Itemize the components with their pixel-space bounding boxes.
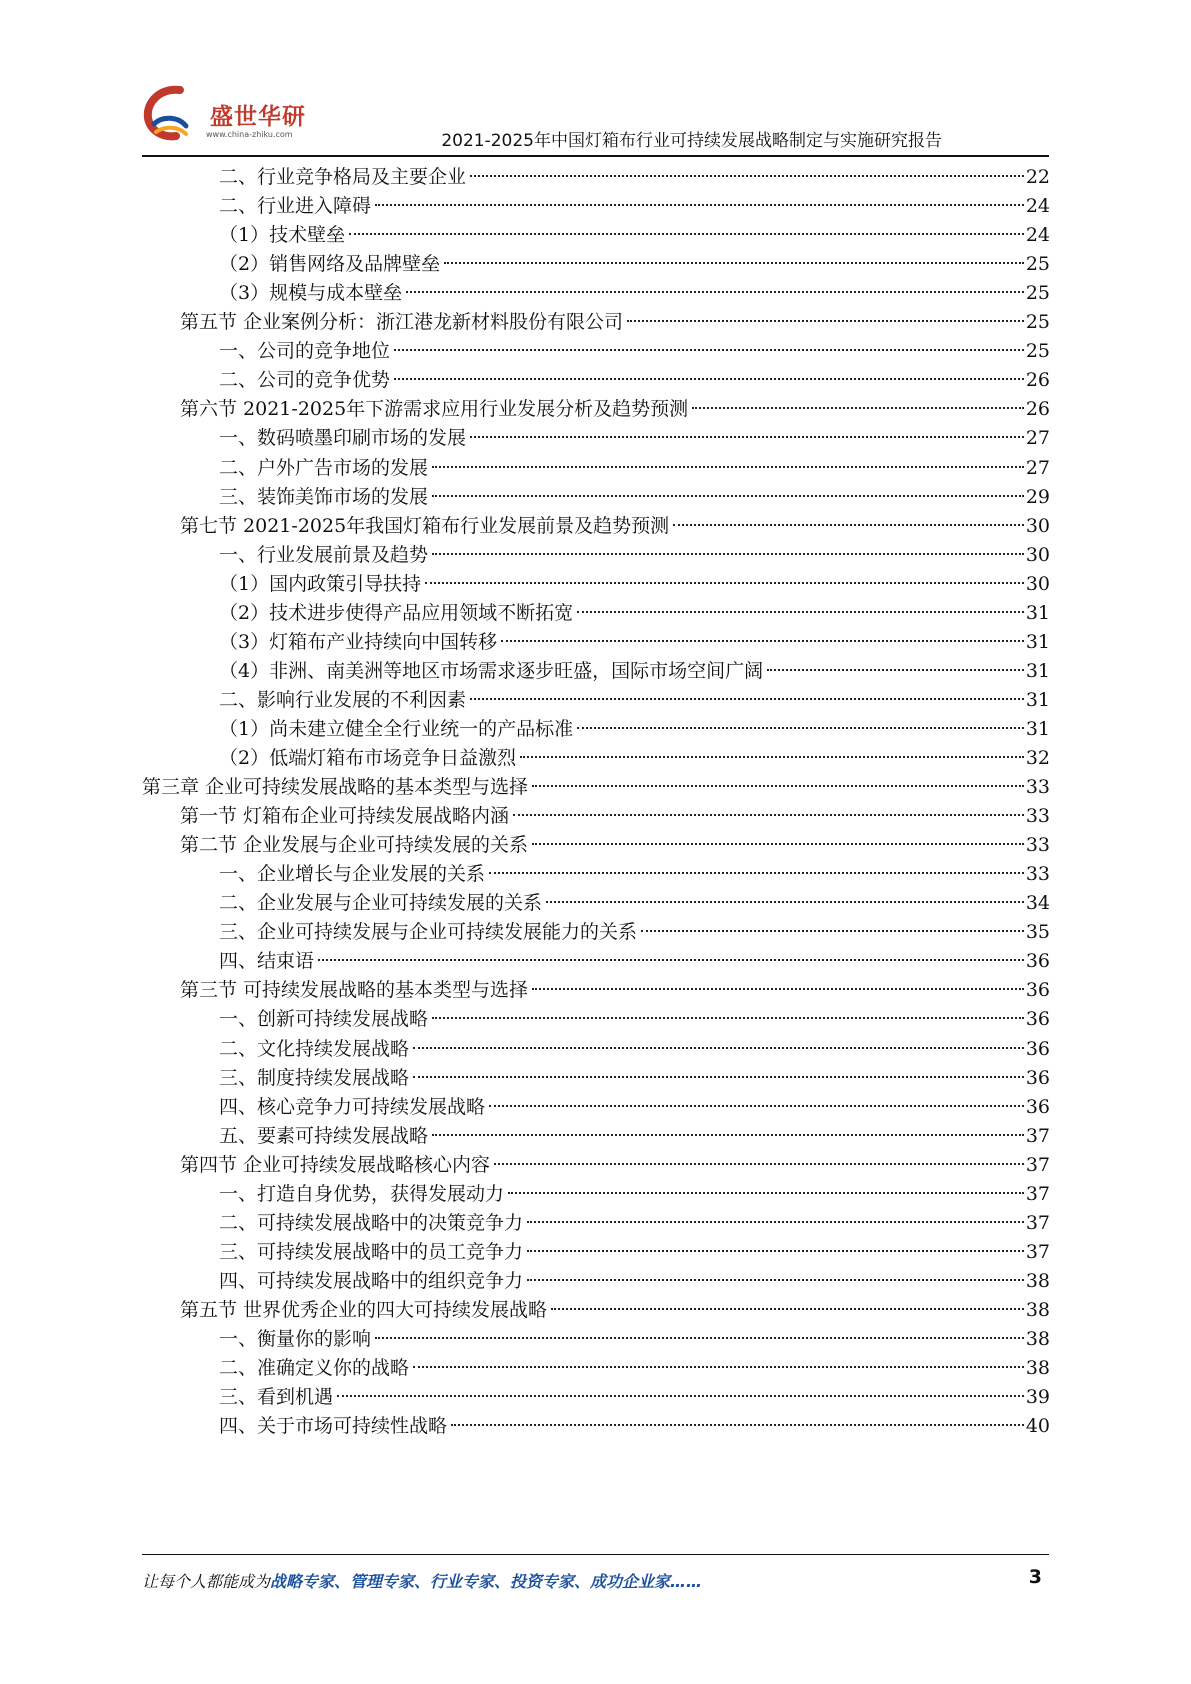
toc-entry-page: 31 (1025, 688, 1050, 711)
toc-entry[interactable] (219, 598, 1050, 629)
toc-entry[interactable] (219, 423, 1050, 454)
toc-entry-page: 33 (1025, 863, 1050, 886)
toc-entry-title: 三、可持续发展战略中的员工竞争力 (219, 1240, 524, 1263)
toc-entry[interactable] (219, 1353, 1050, 1384)
toc-entry[interactable] (219, 540, 1050, 571)
toc-entry[interactable] (219, 743, 1050, 774)
toc-entry[interactable] (219, 569, 1050, 600)
footer-slogan-highlight: 战略专家、管理专家、行业专家、投资专家、成功企业家…… (270, 1572, 703, 1591)
toc-dot-leader (432, 553, 1024, 555)
toc-entry[interactable] (219, 1208, 1050, 1239)
toc-dot-leader (577, 611, 1024, 613)
toc-entry-page: 31 (1025, 659, 1050, 682)
toc-entry[interactable] (219, 1121, 1050, 1152)
toc-dot-leader (520, 756, 1024, 758)
toc-entry-title: 四、关于市场可持续性战略 (219, 1415, 448, 1438)
toc-entry-page: 36 (1025, 1066, 1050, 1089)
toc-dot-leader (444, 262, 1024, 264)
toc-entry-page: 31 (1025, 601, 1050, 624)
toc-entry-page: 36 (1025, 1008, 1050, 1031)
toc-entry-title: 第六节 2021-2025年下游需求应用行业发展分析及趋势预测 (180, 398, 689, 421)
toc-dot-leader (641, 930, 1024, 932)
toc-entry[interactable] (180, 801, 1050, 832)
toc-entry-page: 26 (1025, 369, 1050, 392)
toc-entry-title: 第五节 企业案例分析：浙江港龙新材料股份有限公司 (180, 311, 624, 334)
toc-entry-page: 38 (1025, 1269, 1050, 1292)
toc-dot-leader (527, 1250, 1024, 1252)
toc-dot-leader (394, 378, 1024, 380)
toc-entry[interactable] (219, 656, 1050, 687)
toc-entry[interactable] (180, 511, 1050, 542)
toc-entry[interactable] (219, 336, 1050, 367)
toc-dot-leader (425, 582, 1024, 584)
toc-entry-title: 第二节 企业发展与企业可持续发展的关系 (180, 834, 529, 857)
toc-entry-title: 三、企业可持续发展与企业可持续发展能力的关系 (219, 921, 638, 944)
toc-entry[interactable] (180, 1150, 1050, 1181)
toc-entry-title: （1）尚未建立健全全行业统一的产品标准 (219, 717, 574, 740)
toc-entry-title: 第一节 灯箱布企业可持续发展战略内涵 (180, 805, 510, 828)
toc-dot-leader (767, 669, 1024, 671)
toc-dot-leader (527, 1221, 1024, 1223)
toc-entry[interactable] (219, 162, 1050, 193)
toc-entry[interactable] (219, 1179, 1050, 1210)
toc-entry-title: （3）灯箱布产业持续向中国转移 (219, 630, 498, 653)
toc-entry-page: 25 (1025, 282, 1050, 305)
toc-entry-page: 33 (1025, 776, 1050, 799)
toc-dot-leader (337, 1395, 1024, 1397)
toc-dot-leader (432, 1017, 1024, 1019)
toc-dot-leader (532, 988, 1024, 990)
toc-dot-leader (413, 1366, 1024, 1368)
toc-entry-title: （1）国内政策引导扶持 (219, 572, 422, 595)
toc-entry-title: 第三章 企业可持续发展战略的基本类型与选择 (142, 776, 529, 799)
toc-entry-title: 一、衡量你的影响 (219, 1328, 372, 1350)
toc-entry-title: 第三节 可持续发展战略的基本类型与选择 (180, 979, 529, 1002)
toc-entry-page: 35 (1025, 921, 1050, 944)
toc-entry[interactable] (219, 453, 1050, 484)
toc-entry[interactable] (219, 1034, 1050, 1065)
toc-entry-page: 24 (1025, 224, 1050, 247)
toc-entry-title: 二、公司的竞争优势 (219, 369, 391, 392)
footer-slogan (142, 1569, 702, 1592)
toc-entry-page: 27 (1025, 456, 1050, 479)
toc-entry-title: 四、核心竞争力可持续发展战略 (219, 1095, 486, 1118)
toc-entry-title: （4）非洲、南美洲等地区市场需求逐步旺盛，国际市场空间广阔 (219, 659, 764, 682)
toc-dot-leader (577, 727, 1024, 729)
toc-entry[interactable] (180, 830, 1050, 861)
toc-entry-page: 30 (1025, 514, 1050, 537)
toc-dot-leader (413, 1076, 1024, 1078)
toc-entry[interactable] (142, 772, 1050, 803)
toc-entry[interactable] (180, 1295, 1050, 1326)
toc-entry-page: 38 (1025, 1328, 1050, 1350)
toc-dot-leader (470, 436, 1024, 438)
toc-entry-title: 二、影响行业发展的不利因素 (219, 688, 467, 711)
toc-dot-leader (432, 466, 1024, 468)
toc-entry-page: 30 (1025, 543, 1050, 566)
toc-entry-page: 37 (1025, 1182, 1050, 1205)
toc-entry-page: 31 (1025, 630, 1050, 653)
toc-entry-title: 二、行业竞争格局及主要企业 (219, 166, 467, 188)
logo-url: www.china-zhiku.com (206, 130, 293, 139)
toc-entry-page: 36 (1025, 979, 1050, 1002)
toc-entry-title: 一、打造自身优势，获得发展动力 (219, 1182, 505, 1205)
page-header (0, 0, 1191, 160)
toc-entry-title: 一、公司的竞争地位 (219, 340, 391, 363)
toc-entry[interactable] (219, 191, 1050, 222)
toc-entry-page: 32 (1025, 747, 1050, 769)
toc-entry-title: 四、可持续发展战略中的组织竞争力 (219, 1269, 524, 1292)
toc-entry-page: 37 (1025, 1211, 1050, 1234)
toc-dot-leader (432, 495, 1024, 497)
toc-dot-leader (627, 320, 1024, 322)
toc-entry[interactable] (219, 249, 1050, 280)
toc-entry-title: 四、结束语 (219, 950, 315, 973)
toc-dot-leader (551, 1308, 1024, 1310)
toc-entry[interactable] (219, 1411, 1050, 1442)
toc-entry-page: 37 (1025, 1124, 1050, 1147)
toc-dot-leader (532, 843, 1024, 845)
toc-entry-title: （3）规模与成本壁垒 (219, 282, 403, 305)
toc-dot-leader (394, 349, 1024, 351)
toc-entry[interactable] (219, 278, 1050, 309)
toc-dot-leader (508, 1192, 1024, 1194)
toc-dot-leader (432, 1134, 1024, 1136)
toc-entry-page: 37 (1025, 1153, 1050, 1176)
toc-entry-title: 一、行业发展前景及趋势 (219, 543, 429, 566)
toc-entry-page: 22 (1025, 166, 1050, 188)
toc-dot-leader (501, 640, 1024, 642)
toc-dot-leader (527, 1279, 1024, 1281)
toc-entry-page: 36 (1025, 1037, 1050, 1060)
toc-entry[interactable] (219, 1004, 1050, 1035)
toc-dot-leader (349, 233, 1024, 235)
toc-entry[interactable] (219, 1382, 1050, 1413)
toc-dot-leader (494, 1163, 1024, 1165)
toc-entry[interactable] (219, 714, 1050, 745)
toc-entry-title: 二、可持续发展战略中的决策竞争力 (219, 1211, 524, 1234)
toc-dot-leader (692, 407, 1024, 409)
page-number: 3 (1028, 1566, 1042, 1588)
toc-entry[interactable] (219, 1092, 1050, 1123)
toc-entry-page: 25 (1025, 253, 1050, 276)
toc-entry[interactable] (180, 307, 1050, 338)
toc-entry[interactable] (219, 627, 1050, 658)
toc-dot-leader (513, 814, 1024, 816)
toc-entry-page: 25 (1025, 340, 1050, 363)
toc-entry[interactable] (219, 888, 1050, 919)
toc-entry-page: 31 (1025, 717, 1050, 740)
toc-entry[interactable] (219, 946, 1050, 977)
toc-entry-title: （2）低端灯箱布市场竞争日益激烈 (219, 747, 517, 769)
toc-entry-title: （2）技术进步使得产品应用领域不断拓宽 (219, 601, 574, 624)
toc-entry[interactable] (219, 1063, 1050, 1094)
toc-entry-page: 26 (1025, 398, 1050, 421)
toc-dot-leader (470, 175, 1024, 177)
toc-entry-title: 第五节 世界优秀企业的四大可持续发展战略 (180, 1298, 548, 1321)
toc-entry-page: 30 (1025, 572, 1050, 595)
toc-dot-leader (489, 872, 1024, 874)
toc-entry[interactable] (219, 220, 1050, 251)
toc-entry-title: 第四节 企业可持续发展战略核心内容 (180, 1153, 491, 1176)
toc-dot-leader (546, 901, 1024, 903)
toc-entry[interactable] (219, 917, 1050, 948)
toc-entry-title: 二、户外广告市场的发展 (219, 456, 429, 479)
toc-dot-leader (489, 1105, 1024, 1107)
toc-entry-page: 38 (1025, 1298, 1050, 1321)
toc-entry-title: 一、创新可持续发展战略 (219, 1008, 429, 1031)
toc-entry[interactable] (219, 365, 1050, 396)
toc-entry[interactable] (219, 859, 1050, 890)
toc-entry[interactable] (219, 1324, 1050, 1355)
footer-slogan-prefix: 让每个人都能成为 (142, 1572, 271, 1591)
toc-entry-title: 三、看到机遇 (219, 1386, 334, 1409)
toc-dot-leader (673, 524, 1024, 526)
toc-entry-title: （1）技术壁垒 (219, 224, 346, 247)
toc-entry-title: 三、装饰美饰市场的发展 (219, 485, 429, 508)
toc-entry-title: 二、准确定义你的战略 (219, 1357, 410, 1380)
toc-entry[interactable] (219, 685, 1050, 716)
toc-entry-page: 38 (1025, 1357, 1050, 1380)
toc-entry-title: 一、数码喷墨印刷市场的发展 (219, 427, 467, 450)
toc-dot-leader (375, 204, 1024, 206)
toc-entry-title: 二、行业进入障碍 (219, 195, 372, 218)
toc-dot-leader (470, 698, 1024, 700)
report-title: 2021-2025年中国灯箱布行业可持续发展战略制定与实施研究报告 (441, 131, 942, 151)
toc-entry-page: 29 (1025, 485, 1050, 508)
toc-entry-page: 40 (1025, 1415, 1050, 1438)
toc-entry-page: 36 (1025, 950, 1050, 973)
toc-entry-title: 二、文化持续发展战略 (219, 1037, 410, 1060)
toc-entry[interactable] (180, 394, 1050, 425)
toc-dot-leader (406, 291, 1024, 293)
toc-entry-page: 24 (1025, 195, 1050, 218)
toc-entry[interactable] (219, 1237, 1050, 1268)
toc-entry-title: 五、要素可持续发展战略 (219, 1124, 429, 1147)
toc-entry-title: 二、企业发展与企业可持续发展的关系 (219, 892, 543, 915)
toc-entry-page: 36 (1025, 1095, 1050, 1118)
toc-dot-leader (413, 1047, 1024, 1049)
toc-dot-leader (375, 1337, 1024, 1339)
header-divider (142, 155, 1049, 157)
logo-name: 盛世华研 (210, 104, 306, 130)
toc-entry-page: 33 (1025, 834, 1050, 857)
toc-dot-leader (318, 959, 1024, 961)
toc-entry-title: 一、企业增长与企业发展的关系 (219, 863, 486, 886)
toc-entry-page: 25 (1025, 311, 1050, 334)
toc-dot-leader (532, 785, 1024, 787)
toc-entry-title: （2）销售网络及品牌壁垒 (219, 253, 441, 276)
toc-entry[interactable] (219, 482, 1050, 513)
footer-divider (142, 1554, 1049, 1555)
toc-entry-page: 34 (1025, 892, 1050, 915)
toc-entry[interactable] (180, 975, 1050, 1006)
toc-entry-page: 27 (1025, 427, 1050, 450)
toc-entry-page: 37 (1025, 1240, 1050, 1263)
toc-entry-title: 三、制度持续发展战略 (219, 1066, 410, 1089)
toc-dot-leader (451, 1424, 1024, 1426)
toc-entry-page: 39 (1025, 1386, 1050, 1409)
toc-entry-page: 33 (1025, 805, 1050, 828)
toc-entry-title: 第七节 2021-2025年我国灯箱布行业发展前景及趋势预测 (180, 514, 670, 537)
toc-entry[interactable] (219, 1266, 1050, 1297)
